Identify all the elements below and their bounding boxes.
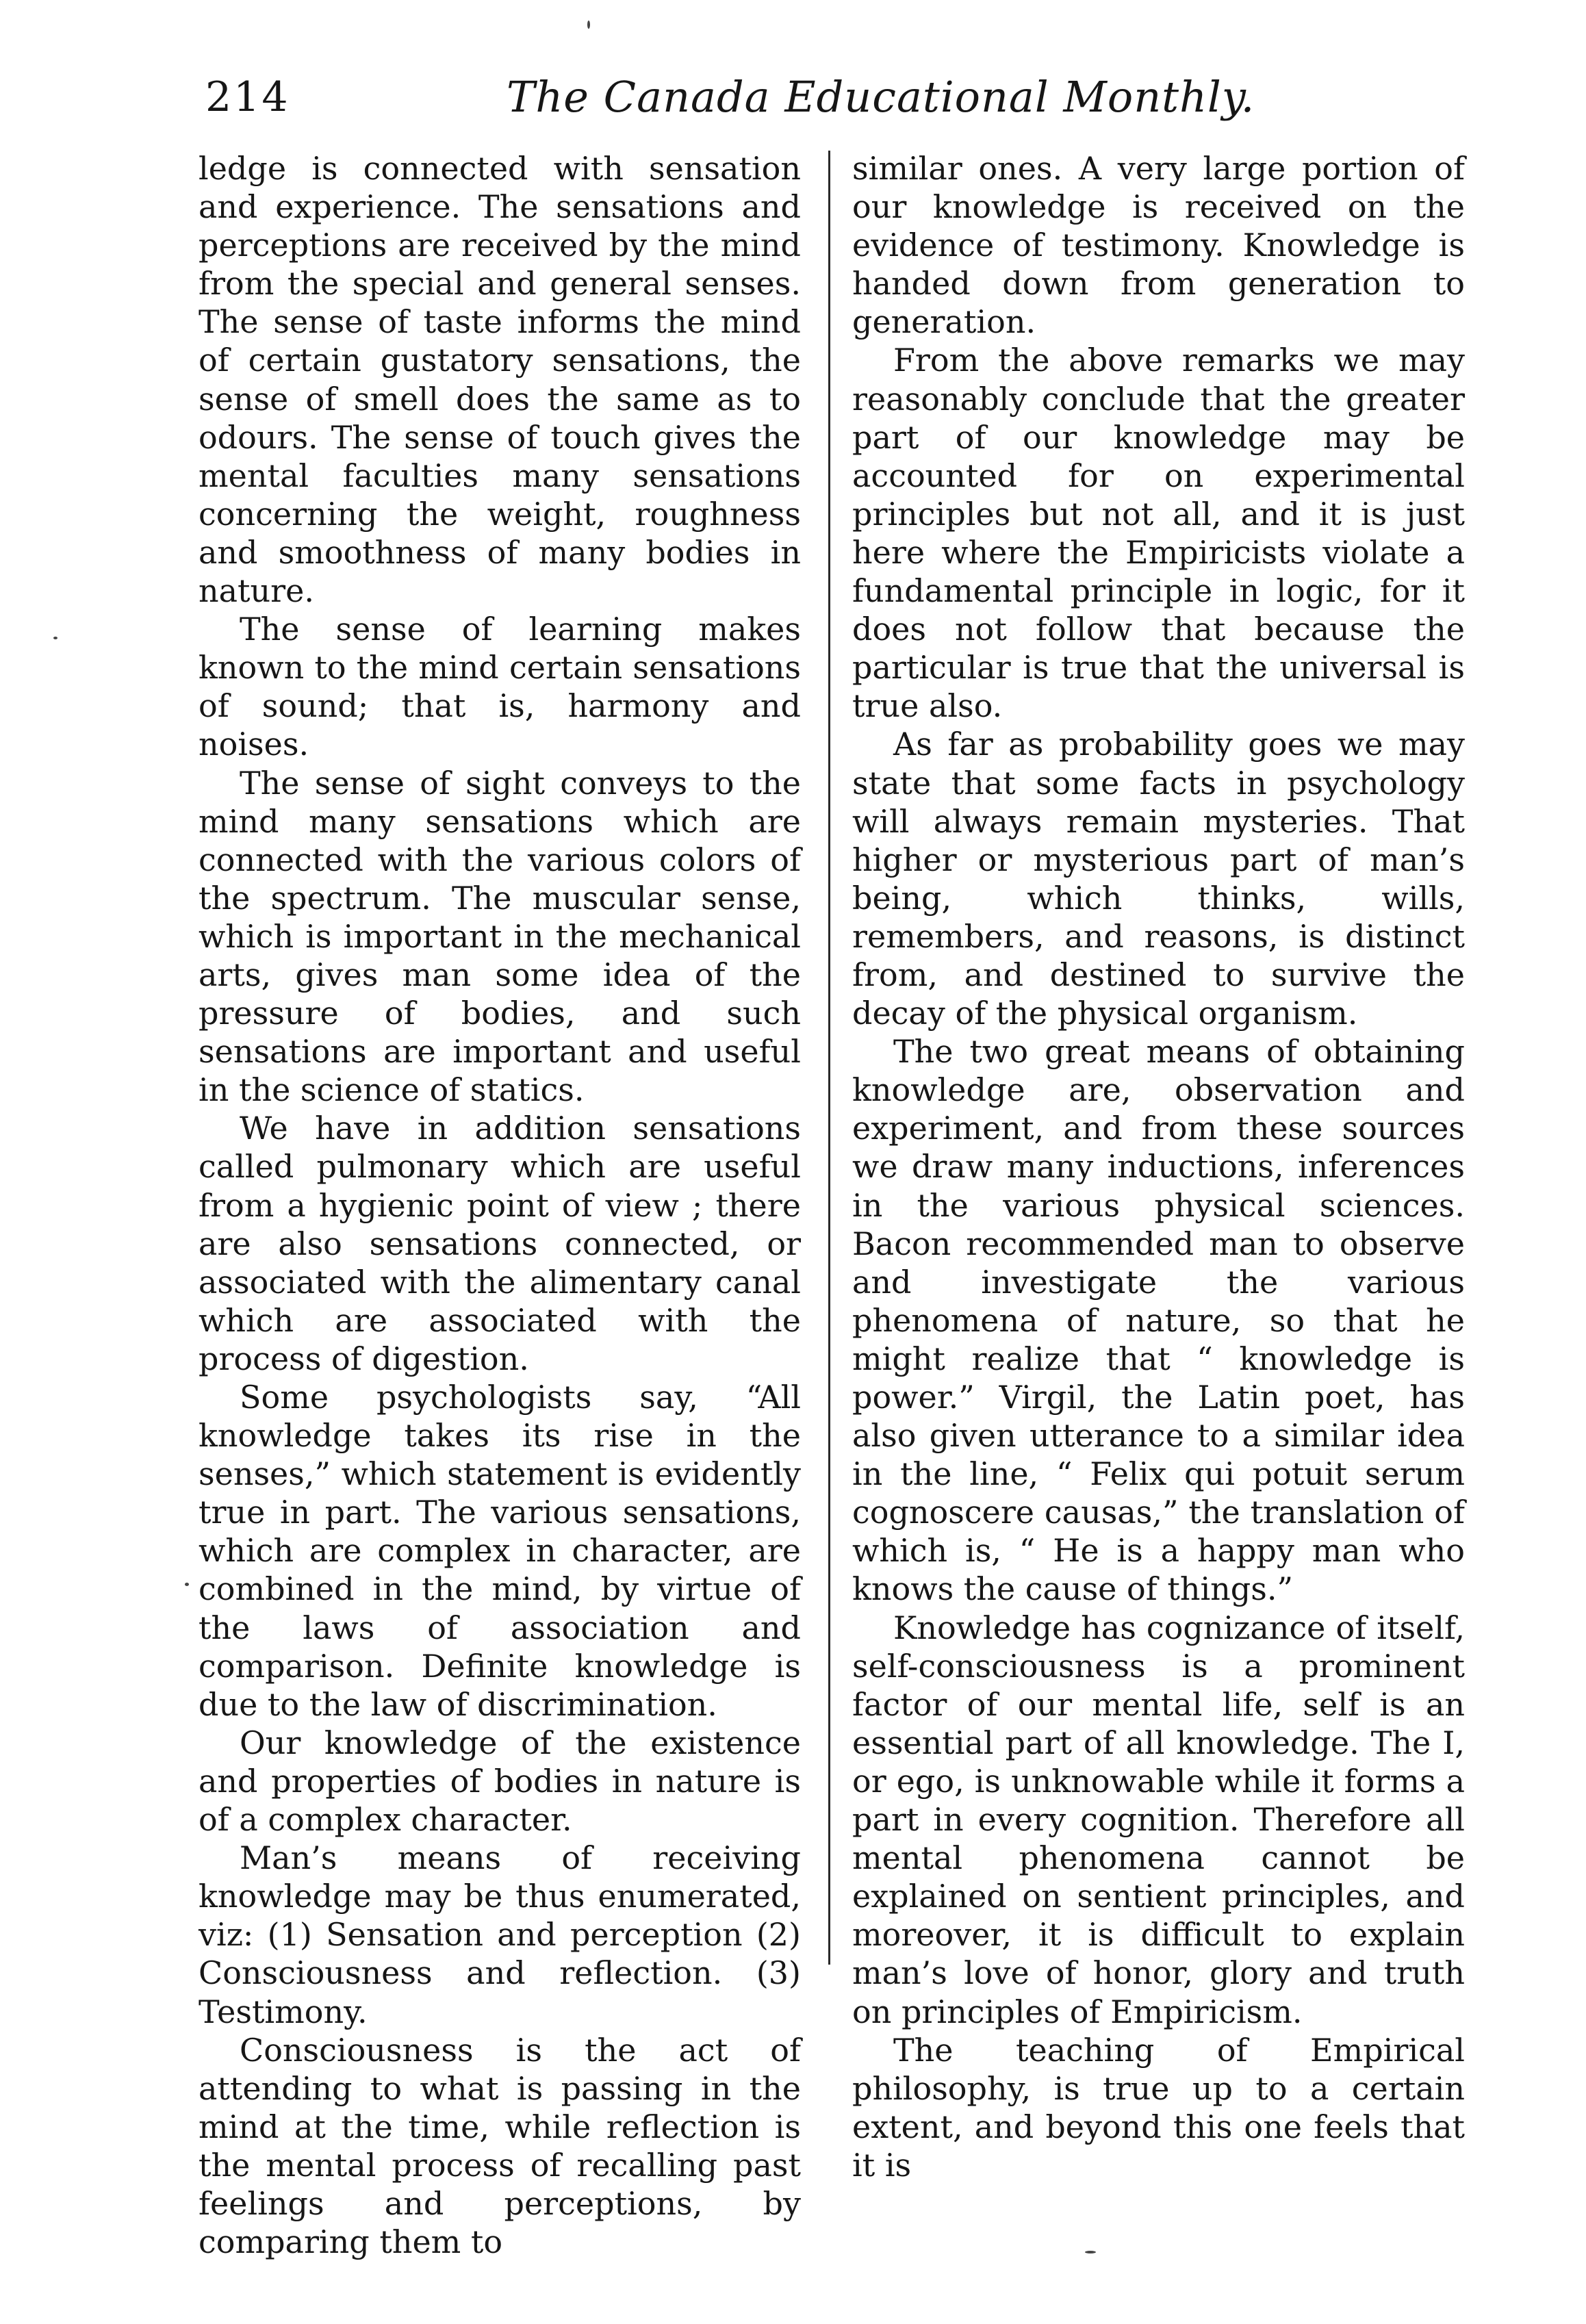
left-column (199, 149, 801, 2261)
paragraph: From the above remarks we may reasonably conclude that the greater part of our knowledge may be accounted for on experimental principles but not all, and it is just here where the Empiricists violate a fundamental principle in logic, for it does not follow that because the particular is true that the universal is true also. (852, 342, 1465, 725)
running-header (205, 63, 1479, 131)
paragraph: As far as probability goes we may state that some facts in psychology will always remain mysteries. That higher or mysterious part of man’s being, which thinks, wills, remembers, and reasons, is distinct from, and destined to survive the decay of the physical organism. (852, 726, 1465, 1032)
column-divider (828, 151, 830, 1965)
paragraph: The sense of sight conveys to the mind many sensations which are connected with the various colors of the spectrum. The muscular sense, which is important in the mechanical arts, gives man some idea of the pressure of bodies, and such sensations are important and useful in the science of statics. (199, 764, 801, 1109)
right-column (852, 149, 1465, 2184)
print-speck (1085, 2251, 1096, 2253)
paragraph: Consciousness is the act of attending to what is passing in the mind at the time, while reflection is the mental process of recalling past feelings and perceptions, by comparing them to (199, 2031, 801, 2261)
paragraph: We have in addition sensations called pulmonary which are useful from a hygienic point of view ; there are also sensations connected, or associated with the alimentary canal which are associated with the process of digestion. (199, 1110, 801, 1377)
print-speck (53, 637, 57, 639)
paragraph: similar ones. A very large portion of our knowledge is received on the evidence of testimony. Knowledge is handed down from generation to generation. (852, 150, 1465, 341)
paragraph: The two great means of obtaining knowledge are, observation and experiment, and from these sources we draw many inductions, inferences in the various physical sciences. Bacon recommended man to observe and investigate the various phenomena of nature, so that he might realize that “ knowledge is power.” Virgil, the Latin poet, has also given utterance to a similar idea in the line, “ Felix qui potuit serum cognoscere causas,” the translation of which is, “ He is a happy man who knows the cause of things.” (852, 1033, 1465, 1608)
paragraph: Man’s means of receiving knowledge may be thus enumerated, viz: (1) Sensation and perception (2) Consciousness and reflection. (3) Testimony. (199, 1839, 801, 2030)
paragraph: ledge is connected with sensation and experience. The sensations and perceptions are received by the mind from the special and general senses. The sense of taste informs the mind of certain gustatory sensations, the sense of smell does the same as to odours. The sense of touch gives the mental faculties many sensations concerning the weight, roughness and smoothness of many bodies in nature. (199, 150, 801, 610)
print-speck (185, 1583, 189, 1586)
paragraph: The sense of learning makes known to the mind certain sensations of sound; that is, harmony and noises. (199, 611, 801, 763)
paragraph: The teaching of Empirical philosophy, is true up to a certain extent, and beyond this one feels that it is (852, 2031, 1465, 2184)
print-speck (587, 21, 590, 29)
paragraph: Knowledge has cognizance of itself, self-consciousness is a prominent factor of our mental life, self is an essential part of all knowledge. The I, or ego, is unknowable while it forms a part in every cognition. Therefore all mental phenomena cannot be explained on sentient principles, and moreover, it is difficult to explain man’s love of honor, glory and truth on principles of Empiricism. (852, 1609, 1465, 2030)
paragraph: Some psychologists say, “All knowledge takes its rise in the senses,” which statement is evidently true in part. The various sensations, which are complex in character, are combined in the mind, by virtue of the laws of association and comparison. Definite knowledge is due to the law of discrimination. (199, 1379, 801, 1723)
journal-title: The Canada Educational Monthly. (507, 72, 1255, 122)
paragraph: Our knowledge of the existence and properties of bodies in nature is of a complex character. (199, 1724, 801, 1839)
page-number: 214 (205, 73, 290, 121)
